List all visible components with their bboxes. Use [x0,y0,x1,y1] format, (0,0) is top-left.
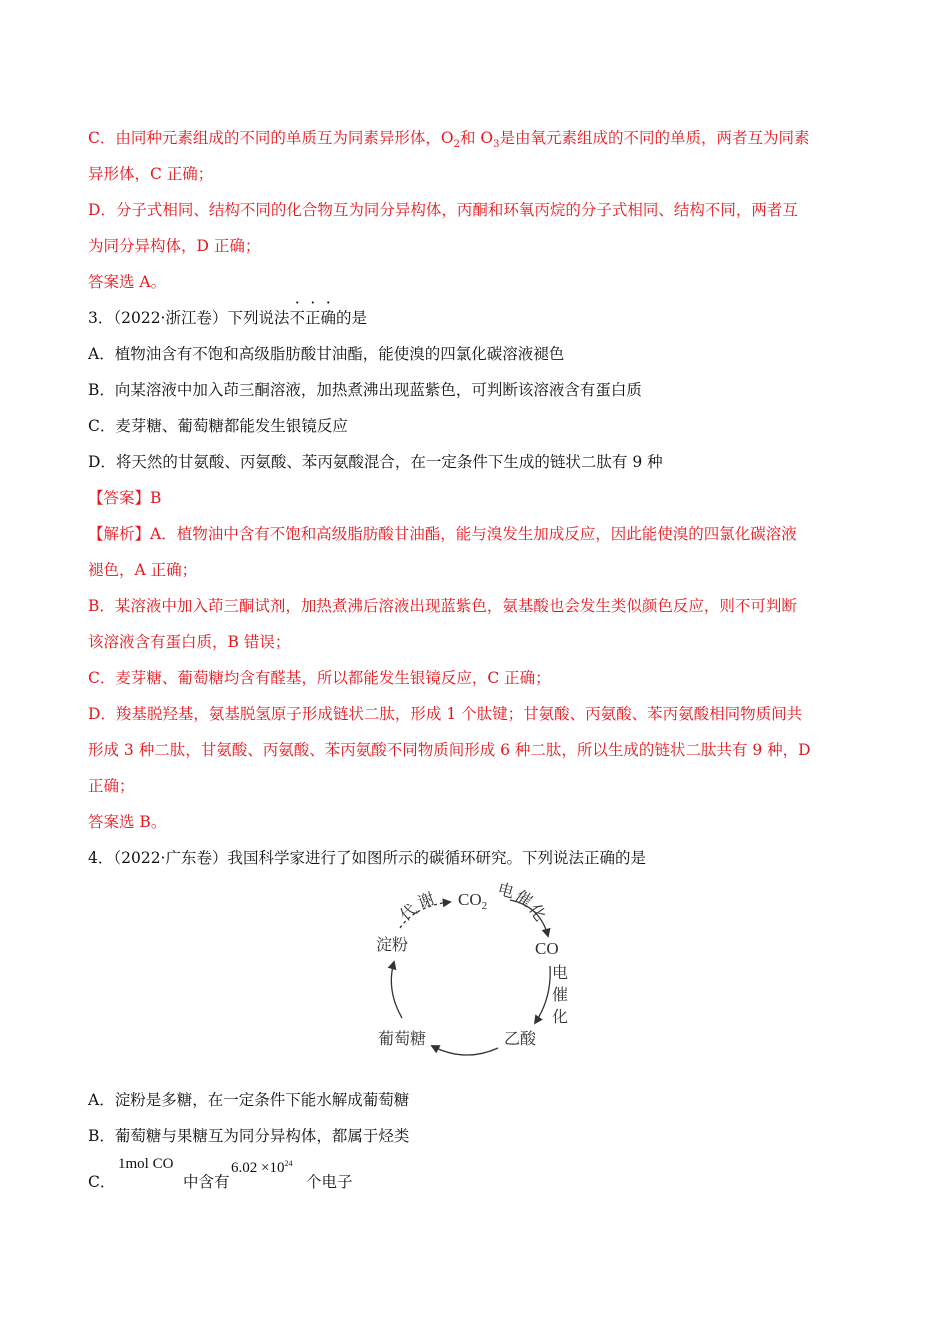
carbon-cycle-diagram [370,878,590,1063]
glucose-label: 葡萄糖 [378,1029,427,1048]
electro-right-char: 电 [552,963,569,982]
electro-right-char: 催 [552,985,569,1004]
glucose-to-starch-arrow [391,962,402,1018]
q3-analysis-b2: 该溶液含有蛋白质，B 错误； [88,633,291,651]
q3-analysis-a1: 【解析】A．植物油中含有不饱和高级脂肪酸甘油酯，能与溴发生加成反应，因此能使溴的四氯化碳溶液 [88,525,797,543]
q3-analysis-c: C．麦芽糖、葡萄糖均含有醛基，所以都能发生银镜反应，C 正确； [88,669,551,687]
emph-char: · 正 [305,293,321,327]
acetic-to-glucose-arrow [432,1046,498,1055]
q3-option-d: D．将天然的甘氨酸、丙氨酸、苯丙氨酸混合，在一定条件下生成的链状二肽有 9 种 [88,453,663,471]
q4-option-b: B．葡萄糖与果糖互为同分异构体，都属于烃类 [88,1127,410,1145]
q3-option-b: B．向某溶液中加入茚三酮溶液，加热煮沸出现蓝紫色，可判断该溶液含有蛋白质 [88,381,642,399]
formula-1mol-co: 1mol CO [118,1156,174,1172]
q3-analysis-d2: 形成 3 种二肽，甘氨酸、丙氨酸、苯丙氨酸不同物质间形成 6 种二肽，所以生成的链状二肽共有 9 种，D [88,741,811,759]
q4-stem: 4．（2022·广东卷）我国科学家进行了如图所示的碳循环研究。下列说法正确的是 [88,849,646,867]
co-label: CO [535,939,559,958]
electro-top-char: 化 [525,900,550,925]
acetic-label: 乙酸 [504,1029,537,1048]
electro-right-char: 化 [552,1007,569,1026]
q3-analysis-d3: 正确； [88,777,135,795]
q4-option-c: C． 1mol CO 中含有 $6.02 \times 10^{24}$ 个电子 [88,1152,866,1200]
q3-stem: 3．（2022·浙江卷）下列说法 · 不 · 正 · 确的是 [88,293,368,327]
q3-option-a: A．植物油含有不饱和高级脂肪酸甘油酯，能使溴的四氯化碳溶液褪色 [88,345,565,363]
sol2-d-line2: 为同分异构体，D 正确； [88,237,261,255]
co2-label: $CO_2$ [458,890,488,912]
formula-electrons: $6.02 \times 10^{24}$ [231,1159,293,1176]
metabolism-char: 谢 [415,888,437,913]
sol2-answer: 答案选 A。 [88,273,167,291]
q3-option-c: C．麦芽糖、葡萄糖都能发生银镜反应 [88,417,348,435]
sol2-d-line1: D．分子式相同、结构不同的化合物互为同分异构体，丙酮和环氧丙烷的分子式相同、结构不同，两者互 [88,201,798,219]
metabolism-char: 代 [396,899,421,925]
q3-analysis-b1: B．某溶液中加入茚三酮试剂，加热煮沸后溶液出现蓝紫色，氨基酸也会发生类似颜色反应，则不可判断 [88,597,797,615]
electro-top-char: 电 [495,879,517,902]
q3-answer: 【答案】B [88,489,162,507]
q3-analysis-a2: 褪色，A 正确； [88,561,198,579]
electro-top-char: 催 [511,886,536,911]
sol2-c-line2: 异形体，C 正确； [88,165,214,183]
emph-char: · 确 [320,293,337,327]
electro-arrow-right [535,966,550,1023]
emph-char: · 不 [289,293,306,327]
q3-answer-final: 答案选 B。 [88,813,167,831]
q4-option-a: A．淀粉是多糖，在一定条件下能水解成葡萄糖 [88,1091,410,1109]
starch-label: 淀粉 [376,935,409,954]
q3-analysis-d1: D．羧基脱羟基，氨基脱氢原子形成链状二肽，形成 1 个肽键；甘氨酸、丙氨酸、苯丙氨酸相同物质间共 [88,705,803,723]
sol2-c-line1: C．由同种元素组成的不同的单质互为同素异形体，$O_2$和 $O_3$是由氧元素组成的不同的单质，两者互为同素 [88,129,810,151]
